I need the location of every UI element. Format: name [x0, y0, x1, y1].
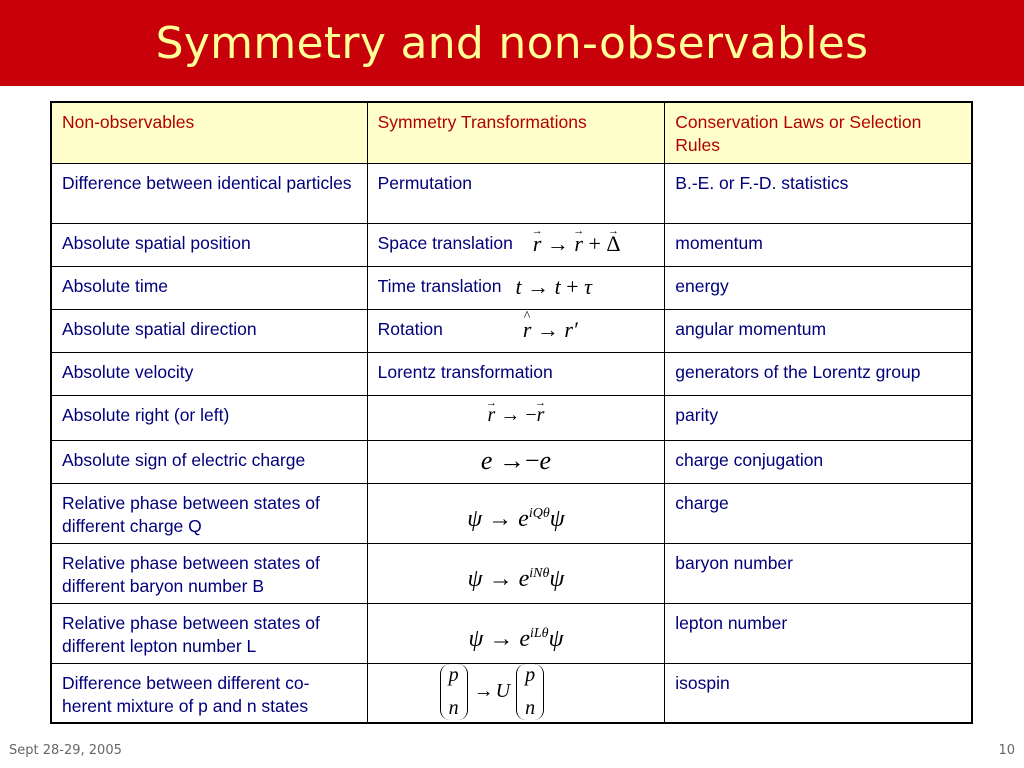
non-observable-cell: Difference between different co-herent mixture of p and n states — [51, 663, 367, 723]
symmetry-label: Time translation — [377, 275, 502, 296]
law-cell: generators of the Lorentz group — [665, 352, 972, 395]
table-header-row — [51, 102, 972, 163]
table-row — [51, 543, 972, 603]
symmetry-table — [50, 101, 973, 724]
page-number: 10 — [998, 743, 1015, 758]
symmetry-cell — [367, 663, 665, 723]
table-row — [51, 163, 972, 223]
law-cell: momentum — [665, 223, 972, 266]
header-non-observables: Non-observables — [51, 102, 367, 163]
footer-date: Sept 28-29, 2005 — [9, 743, 122, 758]
law-cell: charge conjugation — [665, 440, 972, 483]
non-observable-cell: Absolute spatial position — [51, 223, 367, 266]
time-translation-equation: t → t + τ — [515, 273, 593, 299]
pn-doublet-left: p n — [440, 664, 468, 720]
law-cell: energy — [665, 266, 972, 309]
symmetry-cell — [367, 395, 665, 440]
table-row — [51, 440, 972, 483]
symmetry-cell — [367, 543, 665, 603]
table-row — [51, 483, 972, 543]
baryon-phase-equation: $\psi \to e^{iN\theta}\psi$ — [467, 565, 565, 592]
symmetry-label: Rotation — [377, 318, 443, 339]
space-translation-equation: → r → → r + → Δ — [533, 232, 621, 255]
rotation-equation: ^ r → r′ — [523, 318, 578, 341]
symmetry-cell: Lorentz transformation — [367, 352, 665, 395]
non-observable-cell: Absolute time — [51, 266, 367, 309]
isospin-equation: p n → U p n — [440, 664, 544, 720]
title-bar — [0, 0, 1024, 86]
symmetry-cell — [367, 309, 665, 352]
law-cell: lepton number — [665, 603, 972, 663]
symmetry-cell — [367, 223, 665, 266]
non-observable-cell: Absolute spatial direction — [51, 309, 367, 352]
header-conservation-laws: Conservation Laws or Selection Rules — [665, 102, 972, 163]
table-row — [51, 266, 972, 309]
law-cell: baryon number — [665, 543, 972, 603]
non-observable-cell: Difference between identical particles — [51, 163, 367, 223]
non-observable-cell: Relative phase between states of different baryon number B — [51, 543, 367, 603]
table-row — [51, 352, 972, 395]
charge-phase-equation: $\psi \to e^{iQ\theta}\psi$ — [467, 505, 565, 532]
non-observable-cell: Absolute right (or left) — [51, 395, 367, 440]
non-observable-cell: Absolute velocity — [51, 352, 367, 395]
non-observable-cell: Relative phase between states of different lepton number L — [51, 603, 367, 663]
table-row — [51, 223, 972, 266]
page-title: Symmetry and non-observables — [155, 17, 869, 69]
symmetry-cell — [367, 603, 665, 663]
pn-doublet-right: p n — [516, 664, 544, 720]
non-observable-cell: Relative phase between states of different charge Q — [51, 483, 367, 543]
symmetry-cell — [367, 266, 665, 309]
table-row — [51, 663, 972, 723]
symmetry-label: Space translation — [377, 232, 513, 253]
law-cell: parity — [665, 395, 972, 440]
symmetry-cell — [367, 440, 665, 483]
symmetry-cell: Permutation — [367, 163, 665, 223]
charge-conjugation-equation: e →−e — [480, 445, 552, 475]
table-row — [51, 603, 972, 663]
law-cell: charge — [665, 483, 972, 543]
non-observable-cell: Absolute sign of electric charge — [51, 440, 367, 483]
table-row — [51, 309, 972, 352]
table-row — [51, 395, 972, 440]
header-symmetry-transformations: Symmetry Transformations — [367, 102, 665, 163]
parity-equation: → r → −→ r — [378, 404, 655, 427]
law-cell: B.-E. or F.-D. statistics — [665, 163, 972, 223]
law-cell: angular momentum — [665, 309, 972, 352]
symmetry-cell — [367, 483, 665, 543]
lepton-phase-equation: $\psi \to e^{iL\theta}\psi$ — [468, 625, 564, 652]
law-cell: isospin — [665, 663, 972, 723]
